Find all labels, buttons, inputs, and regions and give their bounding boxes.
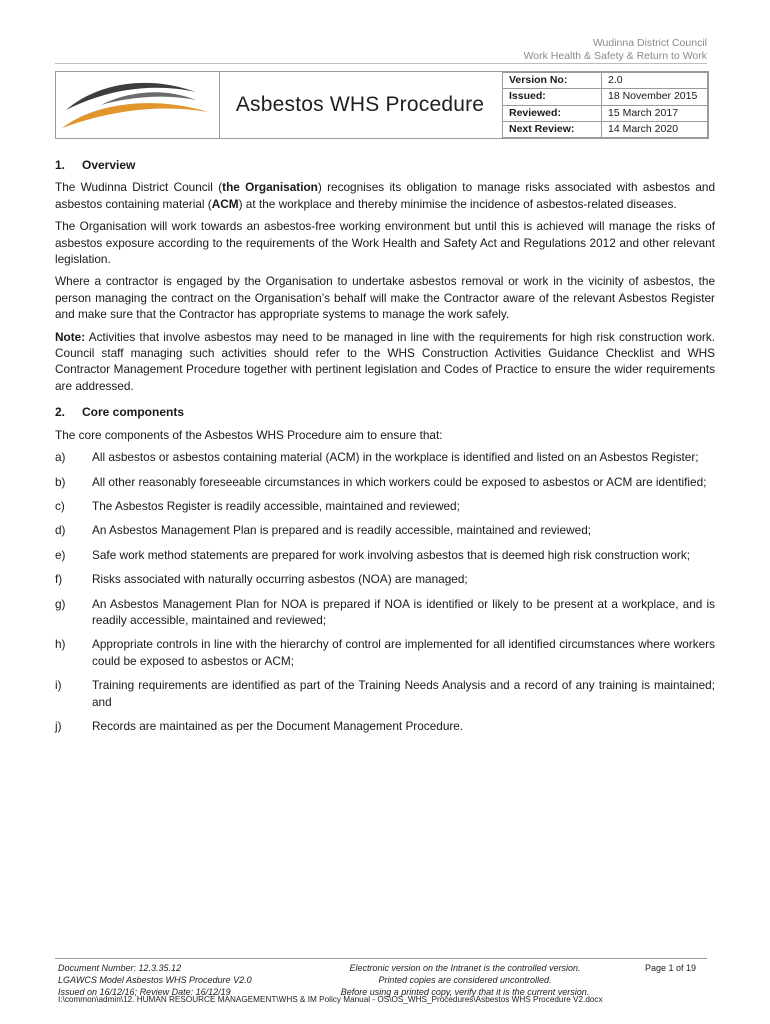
meta-value: 14 March 2020 bbox=[602, 121, 708, 137]
list-item bbox=[55, 449, 715, 465]
doc-model: LGAWCS Model Asbestos WHS Procedure V2.0 bbox=[58, 975, 252, 985]
version-table bbox=[502, 72, 708, 138]
file-path: I:\common\admin\12. HUMAN RESOURCE MANAGEMENT\WHS & IM Policy Manual - OS\OS_WHS_Procedures\Asbestos WHS Procedure V2.docx bbox=[58, 995, 603, 1004]
list-item bbox=[55, 571, 715, 587]
meta-value: 15 March 2017 bbox=[602, 105, 708, 121]
logo-swoosh-orange bbox=[62, 103, 208, 128]
item-letter: h) bbox=[55, 637, 66, 652]
item-text: Records are maintained as per the Document Management Procedure. bbox=[92, 718, 464, 733]
item-letter: g) bbox=[55, 596, 66, 611]
item-text: The Asbestos Register is readily accessible, maintained and reviewed; bbox=[92, 498, 460, 513]
text-run: ) recognises its obligation to manage risks associated with asbestos and asbestos containing material ( bbox=[55, 180, 716, 211]
meta-key: Next Review: bbox=[503, 121, 602, 137]
document-body bbox=[55, 157, 715, 742]
item-text: Training requirements are identified as part of the Training Needs Analysis and a record of any training is maintained; and bbox=[92, 678, 715, 709]
overview-paragraph-3: Where a contractor is engaged by the Organisation to undertake asbestos removal or work in the vicinity of asbestos, the person managing the contract on the Organisation’s behalf will make the Contractor aware of the relevant Asbestos Register and make sure that the Contractor has appropriate systems to manage the work safely. bbox=[55, 274, 715, 322]
section-number: 1. bbox=[55, 158, 66, 172]
core-intro: The core components of the Asbestos WHS Procedure aim to ensure that: bbox=[55, 427, 443, 442]
note-text: Activities that involve asbestos may need to be managed in line with the requirements for high risk construction work. Council staff managing such activities should refer to the WHS Construction Activities Guidance Checklist and WHS Contractor Management Procedure together with pertinent legislation and Codes of Practice to ensure the wider requirements are addressed. bbox=[55, 329, 715, 393]
text-run: ) at the workplace and thereby minimise the incidence of asbestos-related diseases. bbox=[238, 196, 677, 211]
title-cell bbox=[220, 72, 500, 138]
page-number: Page 1 of 19 bbox=[645, 963, 697, 973]
section-number: 2. bbox=[55, 405, 66, 420]
meta-row bbox=[503, 105, 708, 121]
item-letter: a) bbox=[55, 450, 66, 465]
logo-swoosh-mid bbox=[101, 92, 196, 105]
header-subtitle: Work Health & Safety & Return to Work bbox=[523, 50, 707, 62]
meta-key: Version No: bbox=[503, 73, 602, 89]
overview-paragraph-1 bbox=[55, 179, 715, 212]
item-letter: c) bbox=[55, 498, 65, 513]
list-item bbox=[55, 636, 715, 669]
list-item bbox=[55, 677, 715, 710]
item-text: An Asbestos Management Plan is prepared and is readily accessible, maintained and reviewed; bbox=[92, 523, 592, 538]
section-heading-overview bbox=[55, 157, 715, 173]
item-letter: f) bbox=[55, 572, 63, 587]
section-title: Core components bbox=[82, 405, 185, 420]
meta-value: 2.0 bbox=[602, 73, 708, 89]
overview-paragraph-2: The Organisation will work towards an asbestos-free working environment but until this is achieved will manage the risks of asbestos exposure according to the requirements of the Work Health and Safety Act and Regulations 2012 and other relevant legislation. bbox=[55, 219, 715, 267]
note-paragraph bbox=[55, 329, 715, 395]
section-heading-core-components bbox=[55, 404, 715, 420]
footer-doc-info bbox=[58, 962, 288, 998]
control-line: Before using a printed copy, verify that it is the current version. bbox=[340, 987, 590, 997]
running-header bbox=[524, 37, 707, 63]
list-item bbox=[55, 718, 715, 734]
meta-row bbox=[503, 121, 708, 137]
item-text: Risks associated with naturally occurring asbestos (NOA) are managed; bbox=[92, 572, 468, 587]
item-text: An Asbestos Management Plan for NOA is prepared if NOA is identified or likely to be present at a workplace, and is readily accessible, maintained and reviewed; bbox=[92, 596, 715, 627]
defined-term: the Organisation bbox=[222, 180, 318, 195]
meta-key: Reviewed: bbox=[503, 105, 602, 121]
item-text: All asbestos or asbestos containing material (ACM) in the workplace is identified and listed on an Asbestos Register; bbox=[92, 450, 699, 465]
control-line: Printed copies are considered uncontrolled. bbox=[378, 975, 552, 985]
footer-rule bbox=[55, 958, 707, 959]
council-logo bbox=[56, 72, 220, 138]
list-item bbox=[55, 547, 715, 563]
list-item bbox=[55, 596, 715, 629]
meta-key: Issued: bbox=[503, 89, 602, 105]
section-title: Overview bbox=[82, 158, 136, 172]
doc-issued: Issued on 16/12/16; Review Date: 16/12/19 bbox=[58, 987, 231, 997]
document-title: Asbestos WHS Procedure bbox=[235, 93, 485, 116]
core-components-list bbox=[55, 449, 715, 734]
item-letter: i) bbox=[55, 678, 62, 693]
defined-term: ACM bbox=[211, 196, 239, 211]
note-label: Note: bbox=[55, 329, 86, 344]
item-letter: e) bbox=[55, 547, 66, 562]
meta-value: 18 November 2015 bbox=[602, 89, 708, 105]
item-text: Safe work method statements are prepared for work involving asbestos that is deemed high risk construction work; bbox=[92, 547, 690, 562]
item-letter: j) bbox=[55, 718, 62, 733]
control-line: Electronic version on the Intranet is the controlled version. bbox=[349, 963, 581, 973]
list-item bbox=[55, 498, 715, 514]
text-run: The Wudinna District Council ( bbox=[55, 180, 223, 195]
item-letter: d) bbox=[55, 523, 66, 538]
list-item bbox=[55, 474, 715, 490]
list-item bbox=[55, 522, 715, 538]
meta-row bbox=[503, 89, 708, 105]
header-rule bbox=[55, 63, 707, 64]
doc-number: Document Number: 12.3.35.12 bbox=[58, 963, 182, 973]
footer-control-notice bbox=[295, 962, 635, 998]
council-name: Wudinna District Council bbox=[592, 37, 707, 49]
item-text: Appropriate controls in line with the hierarchy of control are implemented for all identified circumstances where workers could be exposed to asbestos or ACM; bbox=[92, 637, 715, 668]
meta-row bbox=[503, 73, 708, 89]
title-block bbox=[55, 71, 709, 139]
item-letter: b) bbox=[55, 474, 66, 489]
item-text: All other reasonably foreseeable circumstances in which workers could be exposed to asbestos or ACM are identified; bbox=[92, 474, 707, 489]
